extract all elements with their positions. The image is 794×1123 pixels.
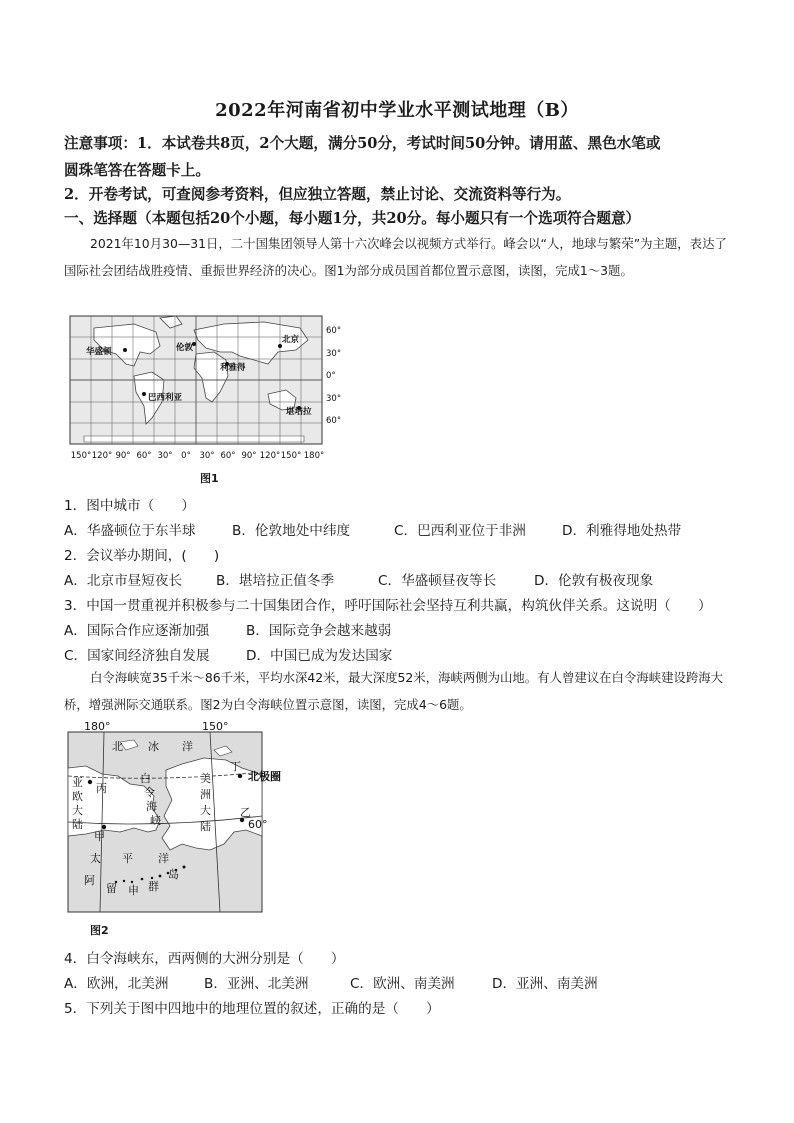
strait-char: 海 — [146, 800, 157, 813]
figure-2-bering-strait-map — [64, 720, 281, 940]
lat-label-60: 60° — [248, 818, 268, 831]
notice-line-2: 圆珠笔答在答题卡上。 — [64, 162, 210, 179]
option-a[interactable]: A．华盛顿位于东半球 — [64, 523, 196, 539]
question-2-stem: 2．会议举办期间，( ) — [64, 548, 220, 564]
aleutian-char: 留 — [106, 882, 117, 895]
passage-1: 2021年10月30—31日，二十国集团领导人第十六次峰会以视频方式举行。峰会以“人，地球与繁荣”为主题，表达了国际社会团结战胜疫情、重振世界经济的决心。图1为部分成员国首都位置示意图，读图，完成1～3题。 — [64, 236, 727, 278]
option-b[interactable]: B．伦敦地处中纬度 — [232, 523, 351, 539]
point-label-bing: 丙 — [96, 782, 107, 795]
america-char: 大 — [200, 804, 211, 817]
city-label-riyadh: 利雅得 — [220, 363, 246, 373]
lon-label: 30° — [199, 451, 215, 461]
lon-label: 150° — [280, 451, 302, 461]
option-c[interactable]: C．华盛顿昼夜等长 — [378, 573, 497, 589]
city-label-canberra: 堪培拉 — [286, 407, 312, 417]
point-label-yi: 乙 — [240, 806, 251, 819]
aleutian-char: 群 — [148, 880, 159, 893]
aleutian-char: 阿 — [84, 874, 95, 887]
option-d[interactable]: D．中国已成为发达国家 — [246, 648, 393, 664]
question-3-stem: 3．中国一贯重视并积极参与二十国集团合作，呼吁国际社会坚持互利共赢，构筑伙伴关系。这说明（ ） — [64, 598, 712, 614]
eurasia-char: 欧 — [72, 790, 83, 803]
point-jia — [102, 825, 106, 829]
option-d[interactable]: D．亚洲、南美洲 — [492, 976, 598, 992]
question-3-options-row1 — [64, 619, 744, 639]
question-4-stem: 4．白令海峡东，西两侧的大洲分别是（ ） — [64, 951, 345, 967]
pacific-char: 洋 — [158, 852, 169, 865]
arctic-ocean-char: 冰 — [148, 740, 159, 753]
option-b[interactable]: B．亚洲、北美洲 — [204, 976, 309, 992]
question-3-options-row2 — [64, 644, 744, 664]
question-2-options — [64, 569, 744, 589]
lon-label: 60° — [220, 451, 236, 461]
point-ding — [238, 774, 242, 778]
lon-label-180: 180° — [84, 720, 111, 733]
question-1-stem: 1．图中城市（ ） — [64, 498, 195, 514]
eurasia-char: 亚 — [72, 776, 83, 789]
notice-line-3: 2．开卷考试，可查阅参考资料，但应独立答题，禁止讨论、交流资料等行为。 — [64, 186, 571, 203]
arctic-circle-label: 北极圈 — [248, 770, 281, 783]
lon-label-150: 150° — [202, 720, 229, 733]
lat-label-30s: 30° — [326, 394, 342, 404]
lon-label: 0° — [181, 451, 191, 461]
eurasia-char: 陆 — [72, 818, 83, 831]
figure-1-world-map — [64, 306, 358, 464]
city-dot-brasilia — [142, 392, 146, 396]
option-c[interactable]: C．国家间经济独自发展 — [64, 648, 210, 664]
city-label-beijing: 北京 — [282, 335, 300, 345]
aleutian-char: 申 — [128, 884, 139, 897]
lat-label-60s: 60° — [326, 416, 342, 426]
america-char: 陆 — [200, 820, 211, 833]
strait-char: 令 — [144, 786, 155, 799]
lat-label-0: 0° — [326, 371, 336, 381]
lon-label: 120° — [259, 451, 281, 461]
arctic-ocean-char: 北 — [112, 740, 123, 753]
figure-1-caption: 图1 — [200, 472, 219, 485]
lat-label-30n: 30° — [326, 349, 342, 359]
option-c[interactable]: C．巴西利亚位于非洲 — [394, 523, 526, 539]
strait-char: 白 — [140, 772, 151, 785]
lon-label: 90° — [115, 451, 131, 461]
lon-label: 60° — [136, 451, 152, 461]
figure-2-caption: 图2 — [90, 924, 109, 937]
lon-label: 30° — [157, 451, 173, 461]
america-char: 洲 — [200, 788, 211, 801]
city-dot-washington — [123, 348, 127, 352]
city-label-brasilia: 巴西利亚 — [148, 393, 183, 403]
aleutian-char: 岛 — [168, 868, 179, 881]
section-heading: 一、选择题（本题包括20个小题，每小题1分，共20分。每小题只有一个选项符合题意） — [64, 210, 641, 227]
point-label-jia: 甲 — [94, 830, 105, 843]
pacific-char: 太 — [90, 852, 101, 865]
notice-line-1: 注意事项：1．本试卷共8页，2个大题，满分50分，考试时间50分钟。请用蓝、黑色水笔或 — [64, 135, 661, 152]
america-char: 美 — [200, 772, 211, 785]
arctic-ocean-char: 洋 — [182, 740, 193, 753]
passage-2: 白令海峡宽35千米～86千米，平均水深42米，最大深度52米，海峡两侧为山地。有人曾建议在白令海峡建设跨海大桥，增强洲际交通联系。图2为白令海峡位置示意图，读图，完成4～6题。 — [64, 670, 724, 712]
lon-label: 150° — [70, 451, 92, 461]
option-b[interactable]: B．堪培拉正值冬季 — [216, 573, 335, 589]
option-a[interactable]: A．北京市昼短夜长 — [64, 573, 183, 589]
eurasia-char: 大 — [72, 804, 83, 817]
lon-label: 120° — [91, 451, 113, 461]
option-d[interactable]: D．利雅得地处热带 — [562, 523, 682, 539]
question-5-stem: 5．下列关于图中四地中的地理位置的叙述，正确的是（ ） — [64, 1001, 440, 1017]
option-b[interactable]: B．国际竞争会越来越弱 — [246, 623, 392, 639]
option-a[interactable]: A．国际合作应逐渐加强 — [64, 623, 210, 639]
option-d[interactable]: D．伦敦有极夜现象 — [534, 573, 654, 589]
bering-strait-graphic — [64, 720, 281, 940]
lon-label: 180° — [303, 451, 325, 461]
world-map-graphic — [64, 306, 358, 464]
city-label-washington: 华盛顿 — [86, 347, 112, 357]
option-c[interactable]: C．欧洲、南美洲 — [350, 976, 455, 992]
option-a[interactable]: A．欧洲，北美洲 — [64, 976, 169, 992]
pacific-char: 平 — [122, 852, 133, 865]
point-bing — [88, 780, 92, 784]
lon-label: 90° — [241, 451, 257, 461]
city-label-london: 伦敦 — [176, 343, 194, 353]
question-4-options — [64, 972, 744, 992]
question-1-options — [64, 519, 744, 539]
point-label-ding: 丁 — [230, 760, 241, 773]
strait-char: 峡 — [150, 814, 161, 827]
lat-label-60n: 60° — [326, 326, 342, 336]
exam-title: 2022年河南省初中学业水平测试地理（B） — [215, 100, 579, 121]
